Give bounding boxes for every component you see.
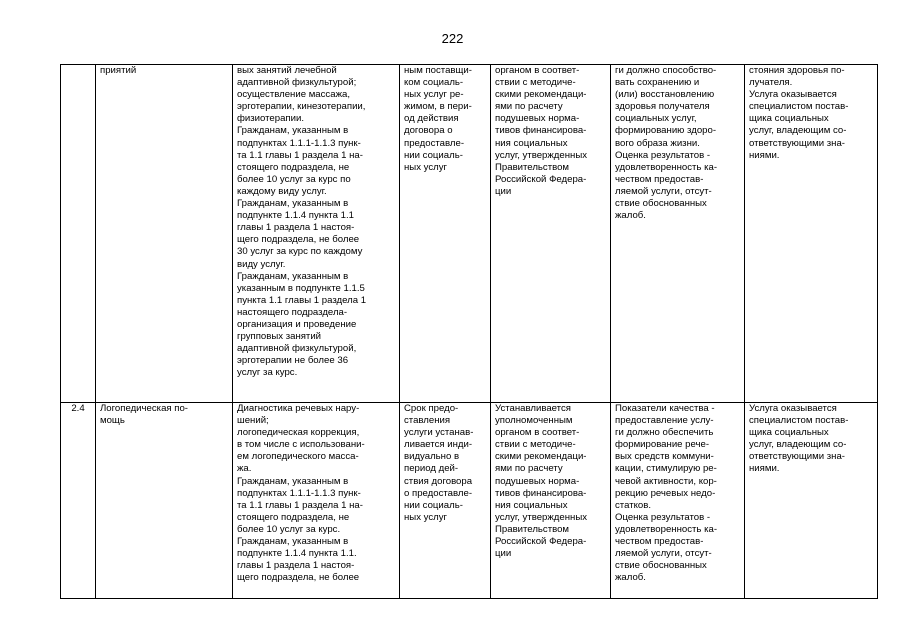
cell-text-line: ливается инди- xyxy=(404,439,473,451)
cell-text-line: услуг, утвержденных xyxy=(495,149,588,161)
cell-text-line: главы 1 раздела 1 настоя- xyxy=(237,222,355,234)
services-table xyxy=(60,64,878,599)
cell-text-line: адаптивной физкультурой, xyxy=(237,343,357,355)
cell-text-line: формирование рече- xyxy=(615,439,710,451)
cell-text-line: жимом, в пери- xyxy=(404,101,472,113)
cell-text-line: подпунктах 1.1.1-1.1.3 пунк- xyxy=(237,137,361,149)
cell-text-line: ниями. xyxy=(749,463,780,475)
cell-text-line: вых средств коммуни- xyxy=(615,451,714,463)
cell-text-line: 30 услуг за курс по каждому xyxy=(237,246,363,258)
cell-text-line: ляемой услуги, отсут- xyxy=(615,548,712,560)
cell-text-line: адаптивной физкультурой; xyxy=(237,77,357,89)
cell-text-line: статков. xyxy=(615,499,652,511)
cell-text-line: чеством предостав- xyxy=(615,173,704,185)
cell-text-line: ции xyxy=(495,548,512,560)
cell-text-line: социальных услуг, xyxy=(615,113,697,125)
cell-text-line: Срок предо- xyxy=(404,403,459,414)
cell-text-line: Гражданам, указанным в xyxy=(237,475,349,487)
cell-text-line: та 1.1 главы 1 раздела 1 на- xyxy=(237,499,363,511)
cell-text-line: эрготерапии не более 36 xyxy=(237,355,349,367)
cell-text-line: Показатели качества - xyxy=(615,403,715,414)
cell-text-line: Гражданам, указанным в xyxy=(237,198,349,210)
cell-text-line: уполномоченным xyxy=(495,415,573,427)
cell-text-line: щего подраздела, не более xyxy=(237,234,360,246)
cell-text-line: подпункте 1.1.4 пункта 1.1. xyxy=(237,548,357,560)
cell-text-line: удовлетворенность ка- xyxy=(615,161,718,173)
page-number: 222 xyxy=(441,31,464,46)
cell-text-line: Российской Федера- xyxy=(495,536,587,548)
cell-text-line: мощь xyxy=(100,415,125,427)
table-cell-conditions xyxy=(745,403,878,599)
cell-text-line: о предоставле- xyxy=(404,487,473,499)
cell-text-line: здоровья получателя xyxy=(615,101,710,113)
cell-text-line: нии социаль- xyxy=(404,499,463,511)
cell-text-line: ствие обоснованных xyxy=(615,560,707,572)
cell-text-line: ствии с методиче- xyxy=(495,439,576,451)
cell-text-line: предоставле- xyxy=(404,137,465,149)
cell-text-line: ответствующими зна- xyxy=(749,451,845,463)
table-cell-service-name xyxy=(96,65,233,403)
cell-text-line: чевой активности, кор- xyxy=(615,475,717,487)
cell-text-line: скими рекомендаци- xyxy=(495,451,587,463)
cell-text-line: указанным в подпункте 1.1.5 xyxy=(237,282,365,294)
cell-text-line: специалистом постав- xyxy=(749,101,849,113)
cell-text-line: в том числе с использовани- xyxy=(237,439,365,451)
cell-text-line: скими рекомендаци- xyxy=(495,89,587,101)
cell-text-line: стоящего подраздела, не xyxy=(237,161,350,173)
cell-text-line: щика социальных xyxy=(749,427,829,439)
cell-text-line: ги должно способство- xyxy=(615,65,717,76)
cell-text-line: специалистом постав- xyxy=(749,415,849,427)
cell-text-line: Российской Федера- xyxy=(495,173,587,185)
cell-text-line: ции xyxy=(495,185,512,197)
cell-text-line: Оценка результатов - xyxy=(615,149,711,161)
cell-text-line: физиотерапии. xyxy=(237,113,305,125)
cell-text-line: договора о xyxy=(404,125,453,137)
cell-text-line: пункта 1.1 главы 1 раздела 1 xyxy=(237,294,367,306)
cell-text-line: Оценка результатов - xyxy=(615,511,711,523)
cell-text-line: Гражданам, указанным в xyxy=(237,536,349,548)
cell-text-line: та 1.1 главы 1 раздела 1 на- xyxy=(237,149,363,161)
table-cell-delivery-term xyxy=(400,65,491,403)
cell-text-line: (или) восстановлению xyxy=(615,89,715,101)
cell-text-line: жалоб. xyxy=(615,210,646,222)
cell-text-line: приятий xyxy=(100,65,137,76)
cell-text-line: ния социальных xyxy=(495,499,568,511)
cell-text-line: ниями. xyxy=(749,149,780,161)
table-cell-quality-indicators xyxy=(611,65,745,403)
cell-text-line: Услуга оказывается xyxy=(749,89,837,101)
cell-text-line: Услуга оказывается xyxy=(749,403,837,414)
cell-text-line: Диагностика речевых нару- xyxy=(237,403,360,414)
table-cell-tariff xyxy=(491,403,611,599)
cell-text-line: ответствующими зна- xyxy=(749,137,845,149)
cell-text-line: 2.4 xyxy=(71,403,85,414)
cell-text-line: главы 1 раздела 1 настоя- xyxy=(237,560,355,572)
cell-text-line: услуг, владеющим со- xyxy=(749,439,847,451)
cell-text-line: жа. xyxy=(237,463,252,475)
cell-text-line: удовлетворенность ка- xyxy=(615,523,718,535)
cell-text-line: лучателя. xyxy=(749,77,793,89)
cell-text-line: чеством предостав- xyxy=(615,536,704,548)
cell-text-line: предоставление услу- xyxy=(615,415,714,427)
cell-text-line: тивов финансирова- xyxy=(495,487,587,499)
cell-text-line: организация и проведение xyxy=(237,318,357,330)
table-cell-delivery-term xyxy=(400,403,491,599)
cell-text-line: вать сохранению и xyxy=(615,77,700,89)
cell-text-line: подушевых норма- xyxy=(495,113,580,125)
cell-text-line: ги должно обеспечить xyxy=(615,427,714,439)
table-cell-number xyxy=(61,65,96,403)
cell-text-line: ных услуг xyxy=(404,161,448,173)
cell-text-line: более 10 услуг за курс. xyxy=(237,523,341,535)
cell-text-line: стояния здоровья по- xyxy=(749,65,845,76)
cell-text-line: услуг за курс. xyxy=(237,367,298,379)
cell-text-line: вого образа жизни. xyxy=(615,137,700,149)
table-row xyxy=(61,403,878,599)
cell-text-line: ным поставщи- xyxy=(404,65,472,76)
cell-text-line: настоящего подраздела- xyxy=(237,306,348,318)
cell-text-line: более 10 услуг за курс по xyxy=(237,173,351,185)
cell-text-line: виду услуг. xyxy=(237,258,286,270)
cell-text-line: ствие обоснованных xyxy=(615,198,707,210)
cell-text-line: органом в соответ- xyxy=(495,65,580,76)
table-cell-quality-indicators xyxy=(611,403,745,599)
cell-text-line: ных услуг xyxy=(404,511,448,523)
cell-text-line: подпунктах 1.1.1-1.1.3 пунк- xyxy=(237,487,361,499)
cell-text-line: кации, стимулирую ре- xyxy=(615,463,717,475)
cell-text-line: формированию здоро- xyxy=(615,125,717,137)
table-cell-service-name xyxy=(96,403,233,599)
cell-text-line: нии социаль- xyxy=(404,149,463,161)
cell-text-line: услуг, утвержденных xyxy=(495,511,588,523)
table-row xyxy=(61,65,878,403)
cell-text-line: шений; xyxy=(237,415,269,427)
cell-text-line: жалоб. xyxy=(615,572,646,584)
cell-text-line: щего подраздела, не более xyxy=(237,572,360,584)
cell-text-line: осуществление массажа, xyxy=(237,89,350,101)
table-cell-service-description xyxy=(233,65,400,403)
cell-text-line: тивов финансирова- xyxy=(495,125,587,137)
cell-text-line: ком социаль- xyxy=(404,77,464,89)
cell-text-line: Правительством xyxy=(495,523,570,535)
cell-text-line: подпункте 1.1.4 пункта 1.1 xyxy=(237,210,355,222)
cell-text-line: щика социальных xyxy=(749,113,829,125)
cell-text-line: услуг, владеющим со- xyxy=(749,125,847,137)
cell-text-line: Логопедическая по- xyxy=(100,403,188,414)
cell-text-line: ями по расчету xyxy=(495,101,563,113)
cell-text-line: ставления xyxy=(404,415,451,427)
cell-text-line: видуально в xyxy=(404,451,460,463)
cell-text-line: период дей- xyxy=(404,463,459,475)
cell-text-line: групповых занятий xyxy=(237,331,322,343)
cell-text-line: Гражданам, указанным в xyxy=(237,270,349,282)
table-cell-tariff xyxy=(491,65,611,403)
cell-text-line: ляемой услуги, отсут- xyxy=(615,185,712,197)
cell-text-line: каждому виду услуг. xyxy=(237,185,327,197)
cell-text-line: Правительством xyxy=(495,161,570,173)
cell-text-line: Гражданам, указанным в xyxy=(237,125,349,137)
table-cell-number xyxy=(61,403,96,599)
cell-text-line: услуги устанав- xyxy=(404,427,474,439)
cell-text-line: ями по расчету xyxy=(495,463,563,475)
cell-text-line: ных услуг ре- xyxy=(404,89,464,101)
cell-text-line: логопедическая коррекция, xyxy=(237,427,360,439)
cell-text-line: ствия договора xyxy=(404,475,473,487)
cell-text-line: рекцию речевых недо- xyxy=(615,487,716,499)
cell-text-line: ствии с методиче- xyxy=(495,77,576,89)
cell-text-line: подушевых норма- xyxy=(495,475,580,487)
cell-text-line: органом в соответ- xyxy=(495,427,580,439)
cell-text-line: эрготерапии, кинезотерапии, xyxy=(237,101,366,113)
cell-text-line: ния социальных xyxy=(495,137,568,149)
cell-text-line: стоящего подраздела, не xyxy=(237,511,350,523)
cell-text-line: од действия xyxy=(404,113,459,125)
cell-text-line: вых занятий лечебной xyxy=(237,65,337,76)
cell-text-line: ем логопедического масса- xyxy=(237,451,359,463)
table-cell-service-description xyxy=(233,403,400,599)
table-cell-conditions xyxy=(745,65,878,403)
cell-text-line: Устанавливается xyxy=(495,403,571,414)
